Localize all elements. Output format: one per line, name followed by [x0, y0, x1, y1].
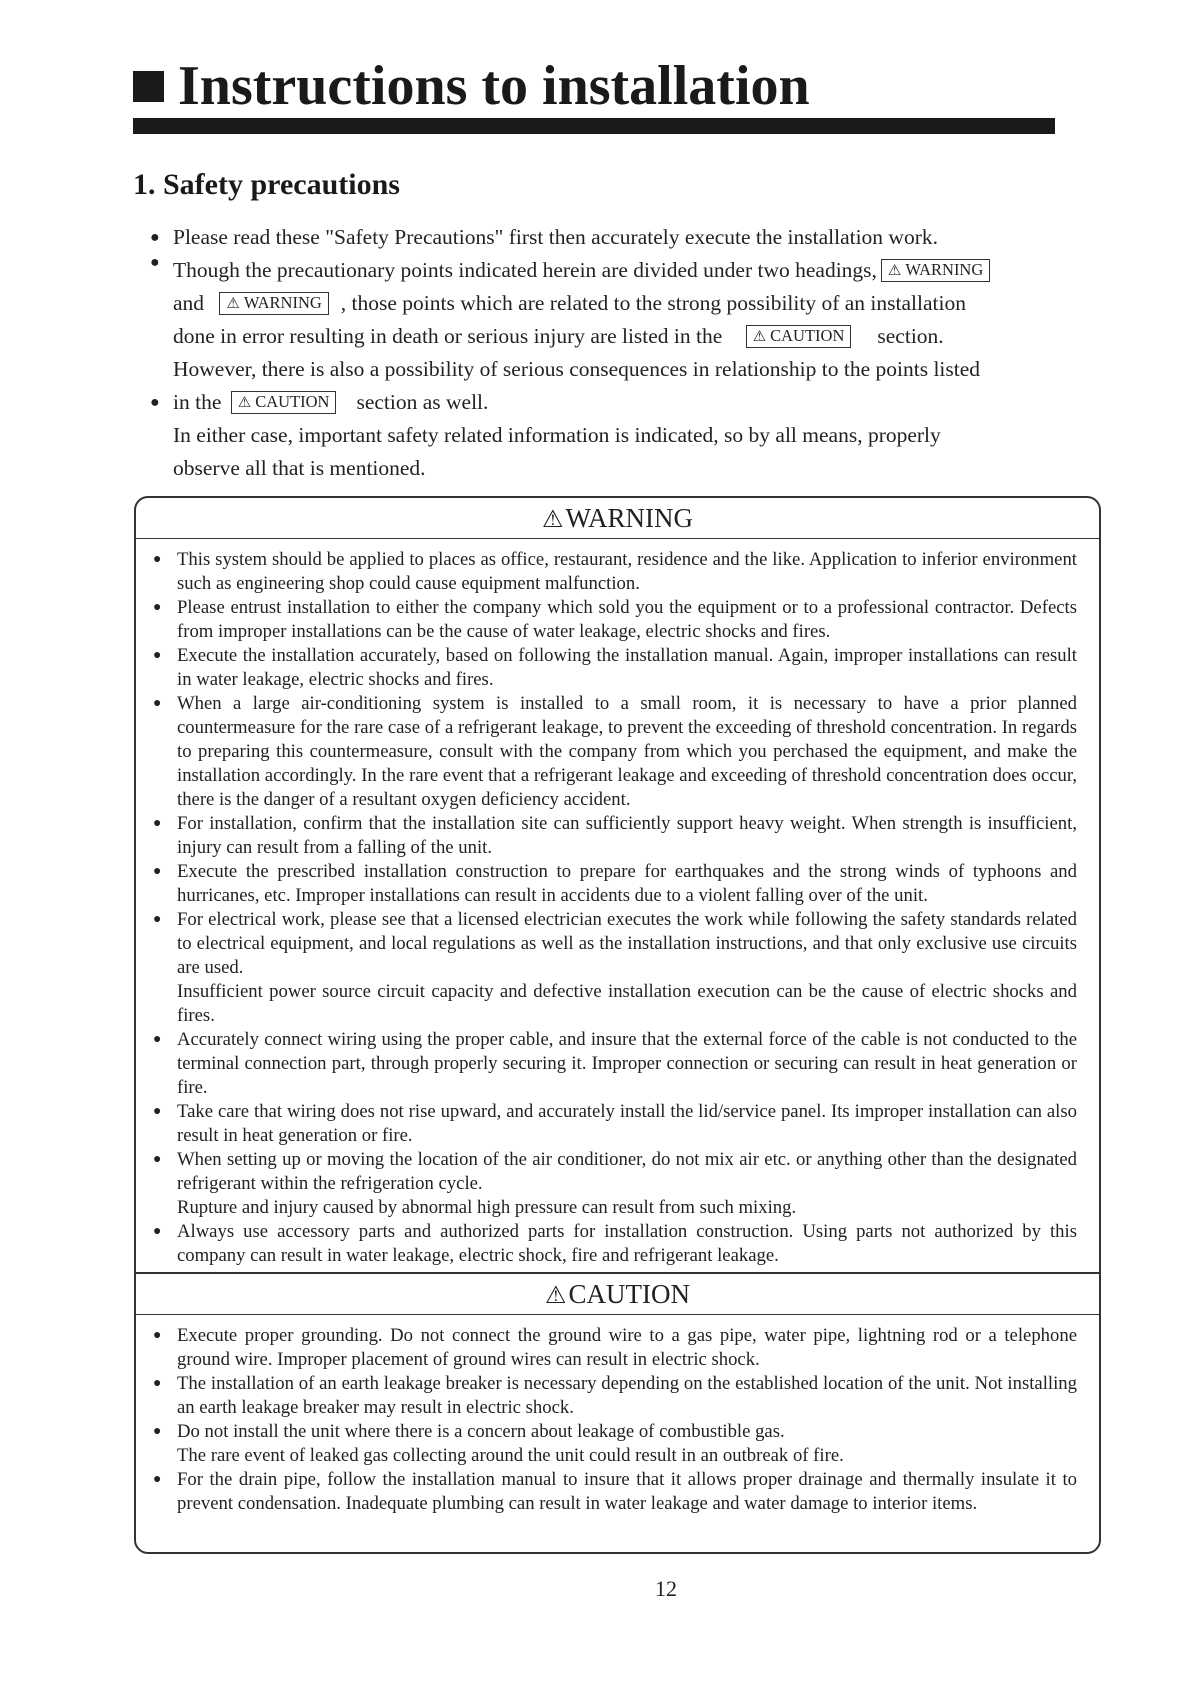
- intro-line: observe all that is mentioned.: [173, 456, 426, 480]
- caution-header: ⚠CAUTION: [136, 1272, 1099, 1315]
- intro-line: However, there is also a possibility of serious consequences in relationship to the points listed: [173, 357, 981, 381]
- list-item: [153, 812, 1077, 860]
- list-item-text: Do not install the unit where there is a concern about leakage of combustible gas. The rare event of leaked gas collecting around the unit could result in an outbreak of fire.: [177, 1421, 844, 1466]
- page-title-text: Instructions to installation: [178, 55, 810, 117]
- title-rule: [133, 118, 1055, 134]
- list-item: [153, 1324, 1077, 1372]
- list-item: [153, 692, 1077, 812]
- list-item-text: Always use accessory parts and authorized parts for installation construction. Using parts not authorized by this company can result in water leakage, electric shock, fire and refrigerant leakage.: [177, 1221, 1077, 1266]
- warning-triangle-icon: ⚠: [226, 296, 240, 312]
- intro-line: ● Though the precautionary points indicated herein are divided under two headings, ⚠ WARNING: [173, 254, 1013, 287]
- list-item-text: Accurately connect wiring using the proper cable, and insure that the external force of the cable is not conducted to the terminal connection part, through properly securing it. Improper connection or securing can result in heat generation or fire.: [177, 1029, 1077, 1098]
- warning-list: [136, 539, 1099, 1272]
- bullet-icon: ●: [150, 394, 160, 411]
- warning-triangle-icon: ⚠: [887, 263, 902, 279]
- list-item: [153, 1028, 1077, 1100]
- list-item-text: Take care that wiring does not rise upward, and accurately install the lid/service panel. Its improper installation can also result in heat generation or fire.: [177, 1101, 1077, 1146]
- bullet-icon: ●: [153, 1424, 162, 1439]
- list-item: [153, 1372, 1077, 1420]
- bullet-icon: ●: [153, 912, 162, 927]
- list-item-text: For installation, confirm that the installation site can sufficiently support heavy weight. When strength is insufficient, injury can result from a falling of the unit.: [177, 813, 1077, 858]
- list-item: [153, 860, 1077, 908]
- caution-list: [136, 1315, 1099, 1520]
- title-square-icon: [133, 71, 164, 102]
- list-item: [153, 548, 1077, 596]
- bullet-icon: ●: [153, 1032, 162, 1047]
- bullet-icon: ●: [153, 1224, 162, 1239]
- list-item-text: This system should be applied to places as office, restaurant, residence and the like. Application to inferior environment such as engineering shop could cause equipment malfunction.: [177, 549, 1077, 594]
- bullet-icon: ●: [153, 1152, 162, 1167]
- intro-line: ● Please read these "Safety Precautions" first then accurately execute the installation work.: [173, 221, 1013, 254]
- warning-triangle-icon: ⚠: [237, 395, 252, 411]
- bullet-icon: ●: [153, 552, 162, 567]
- bullet-icon: ●: [153, 1328, 162, 1343]
- bullet-icon: ●: [153, 1104, 162, 1119]
- list-item-text: For the drain pipe, follow the installation manual to insure that it allows proper drainage and thermally insulate it to prevent condensation. Inadequate plumbing can result in water leakage and water damage to interior items.: [177, 1469, 1077, 1514]
- page-number: 12: [655, 1576, 677, 1601]
- intro-line: done in error resulting in death or serious injury are listed in the ⚠ CAUTION section.: [173, 324, 944, 348]
- bullet-icon: ●: [150, 229, 160, 246]
- list-item: [153, 1148, 1077, 1220]
- section-heading: 1. Safety precautions: [133, 168, 400, 201]
- list-item-text: The installation of an earth leakage breaker is necessary depending on the established location of the unit. Not installing an earth leakage breaker may result in electric shock.: [177, 1373, 1077, 1418]
- list-item-text: Execute the prescribed installation construction to prepare for earthquakes and the strong winds of typhoons and hurricanes, etc. Improper installations can result in accidents due to a violent falling over of the unit.: [177, 861, 1077, 906]
- intro-line: ● in the ⚠ CAUTION section as well.: [173, 386, 1013, 419]
- list-item: [153, 1100, 1077, 1148]
- bullet-icon: ●: [153, 864, 162, 879]
- warning-triangle-icon: ⚠: [752, 329, 767, 345]
- caution-tag: ⚠ CAUTION: [231, 391, 337, 414]
- list-item-text: Please entrust installation to either the company which sold you the equipment or to a professional contractor. Defects from improper installations can be the cause of water leakage, electric shocks and fires.: [177, 597, 1077, 642]
- bullet-icon: ●: [150, 254, 160, 271]
- list-item: [153, 1468, 1077, 1516]
- intro-line: In either case, important safety related information is indicated, so by all means, properly: [173, 423, 941, 447]
- safety-box: [134, 496, 1101, 1554]
- page-title: [133, 52, 810, 120]
- intro-line: and ⚠ WARNING , those points which are related to the strong possibility of an installation: [173, 291, 966, 315]
- warning-triangle-icon: ⚠: [544, 1283, 567, 1309]
- bullet-icon: ●: [153, 696, 162, 711]
- list-item: [153, 1420, 1077, 1468]
- bullet-icon: ●: [153, 816, 162, 831]
- list-item: [153, 908, 1077, 1028]
- list-item: [153, 596, 1077, 644]
- bullet-icon: ●: [153, 1472, 162, 1487]
- bullet-icon: ●: [153, 1376, 162, 1391]
- warning-triangle-icon: ⚠: [541, 507, 564, 533]
- bullet-icon: ●: [153, 648, 162, 663]
- warning-tag: ⚠ WARNING: [219, 292, 328, 315]
- list-item-text: When a large air-conditioning system is installed to a small room, it is necessary to have a prior planned countermeasure for the rare case of a refrigerant leakage, to prevent the exceeding of threshold concentration. In regards to preparing this countermeasure, consult with the company from which you perchased the equipment, and make the installation accordingly. In the rare event that a refrigerant leakage and exceeding of threshold concentration does occur, there is the danger of a resultant oxygen deficiency accident.: [177, 693, 1077, 810]
- list-item: [153, 1220, 1077, 1268]
- warning-header: ⚠WARNING: [136, 498, 1099, 539]
- bullet-icon: ●: [153, 600, 162, 615]
- list-item-text: Execute the installation accurately, based on following the installation manual. Again, improper installations can result in water leakage, electric shocks and fires.: [177, 645, 1077, 690]
- warning-tag: ⚠ WARNING: [881, 259, 990, 282]
- list-item-text: For electrical work, please see that a licensed electrician executes the work while following the safety standards related to electrical equipment, and local regulations as well as the installation instructions, and that only exclusive use circuits are used. Insufficient power source circuit capacity and defective installation execution can be the cause of electric shocks and fires.: [177, 909, 1077, 1026]
- list-item: [153, 644, 1077, 692]
- caution-tag: ⚠ CAUTION: [746, 325, 852, 348]
- list-item-text: Execute proper grounding. Do not connect the ground wire to a gas pipe, water pipe, lightning rod or a telephone ground wire. Improper placement of ground wires can result in electric shock.: [177, 1325, 1077, 1370]
- list-item-text: When setting up or moving the location of the air conditioner, do not mix air etc. or anything other than the designated refrigerant within the refrigeration cycle. Rupture and injury caused by abnormal high pressure can result from such mixing.: [177, 1149, 1077, 1218]
- intro-paragraph: [150, 221, 1013, 485]
